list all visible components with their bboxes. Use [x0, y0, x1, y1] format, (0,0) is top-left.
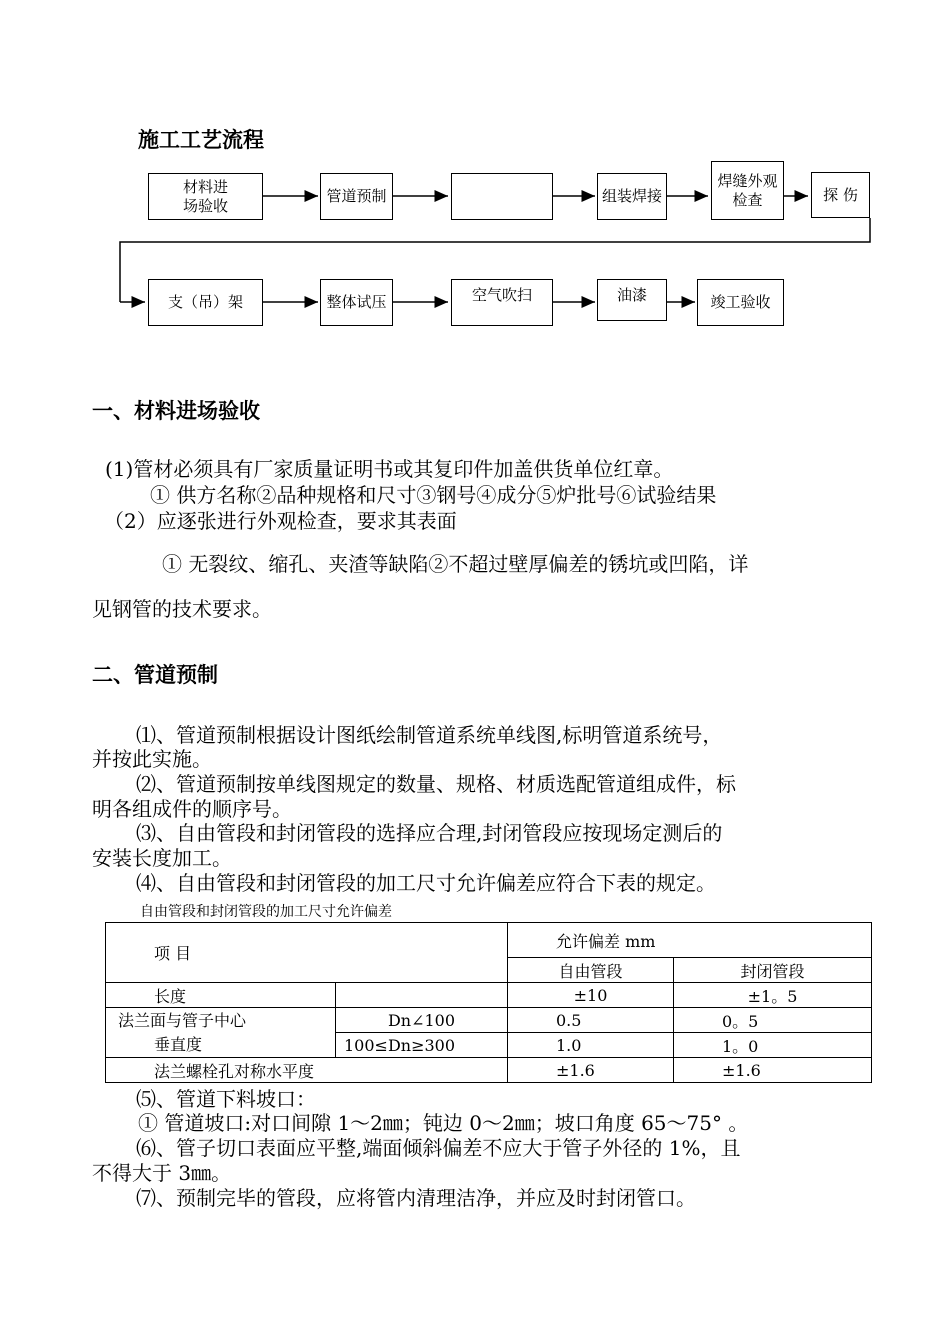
table-caption: 自由管段和封闭管段的加工尺寸允许偏差	[140, 904, 392, 920]
section1-line-3: （2）应逐张进行外观检查，要求其表面	[104, 509, 457, 533]
section2-line-2: 并按此实施。	[92, 747, 212, 771]
flow-step-flaw-detection: 探 伤	[811, 172, 870, 218]
section2-heading: 二、管道预制	[92, 663, 218, 687]
flow-step-pipe-prefab: 管道预制	[320, 173, 393, 220]
section2-after-4: 不得大于 3㎜。	[92, 1161, 232, 1185]
section2-line-5: ⑶、自由管段和封闭管段的选择应合理,封闭管段应按现场定测后的	[136, 821, 723, 845]
tolerance-table	[105, 922, 872, 1083]
section2-after-1: ⑸、管道下料坡口：	[136, 1087, 316, 1111]
table-cell-flange-b-cond: 100≤Dn≥300	[336, 1033, 508, 1058]
section2-after-2: ① 管道坡口:对口间隙 1～2㎜；钝边 0～2㎜；坡口角度 65～75° 。	[138, 1111, 749, 1135]
flow-step-material-inspection: 材料进 场验收	[148, 173, 263, 220]
flow-step-air-purge: 空气吹扫	[451, 279, 553, 326]
table-header-item: 项 目	[106, 923, 508, 983]
table-header-free: 自由管段	[508, 958, 674, 983]
section2-after-3: ⑹、管子切口表面应平整,端面倾斜偏差不应大于管子外径的 1%，且	[136, 1136, 741, 1160]
table-cell-flange-b-free: 1.0	[508, 1033, 674, 1058]
table-cell-bolt-closed: ±1.6	[674, 1058, 872, 1083]
table-cell-flange-b-closed: 1。0	[674, 1033, 872, 1058]
table-cell-length-free: ±10	[508, 983, 674, 1008]
flow-step-weld-visual-check: 焊缝外观 检查	[711, 161, 784, 220]
table-cell-flange-a-closed: 0。5	[674, 1008, 872, 1033]
section1-line-4: ① 无裂纹、缩孔、夹渣等缺陷②不超过壁厚偏差的锈坑或凹陷，详	[162, 552, 749, 576]
section1-heading: 一、材料进场验收	[92, 399, 260, 423]
table-cell-length-closed: ±1。5	[674, 983, 872, 1008]
section2-line-7: ⑷、自由管段和封闭管段的加工尺寸允许偏差应符合下表的规定。	[136, 871, 716, 895]
flow-step-blank	[451, 173, 553, 220]
table-cell-flange-label	[106, 1008, 336, 1058]
section2-line-4: 明各组成件的顺序号。	[92, 797, 292, 821]
table-cell-flange-a-free: 0.5	[508, 1008, 674, 1033]
flow-step-final-acceptance: 竣工验收	[697, 279, 784, 326]
table-cell-flange-a-cond: Dn∠100	[336, 1008, 508, 1033]
section2-line-3: ⑵、管道预制按单线图规定的数量、规格、材质选配管道组成件，标	[136, 772, 736, 796]
flange-label-line-1: 法兰面与管子中心	[118, 1010, 247, 1030]
flange-label-line-2: 垂直度	[154, 1034, 203, 1054]
flow-step-painting: 油漆	[597, 279, 667, 321]
section2-line-1: ⑴、管道预制根据设计图纸绘制管道系统单线图,标明管道系统号，	[136, 723, 723, 747]
section2-after-5: ⑺、预制完毕的管段，应将管内清理洁净，并应及时封闭管口。	[136, 1186, 696, 1210]
section2-line-6: 安装长度加工。	[92, 846, 232, 870]
table-cell-empty	[336, 983, 508, 1008]
section1-line-2: ① 供方名称②品种规格和尺寸③钢号④成分⑤炉批号⑥试验结果	[150, 483, 717, 507]
table-cell-length-label: 长度	[106, 983, 336, 1008]
table-cell-bolt-free: ±1.6	[508, 1058, 674, 1083]
table-cell-bolt-label: 法兰螺栓孔对称水平度	[106, 1058, 508, 1083]
flow-title: 施工工艺流程	[138, 128, 264, 152]
flow-step-assembly-welding: 组装焊接	[597, 173, 667, 220]
table-header-tolerance: 允许偏差 mm	[508, 923, 872, 958]
table-header-closed: 封闭管段	[674, 958, 872, 983]
flow-step-support-hanger: 支（吊）架	[148, 279, 263, 326]
section1-line-1: (1)管材必须具有厂家质量证明书或其复印件加盖供货单位红章。	[105, 457, 674, 481]
section1-line-5: 见钢管的技术要求。	[92, 597, 272, 621]
flow-step-pressure-test: 整体试压	[320, 279, 393, 326]
